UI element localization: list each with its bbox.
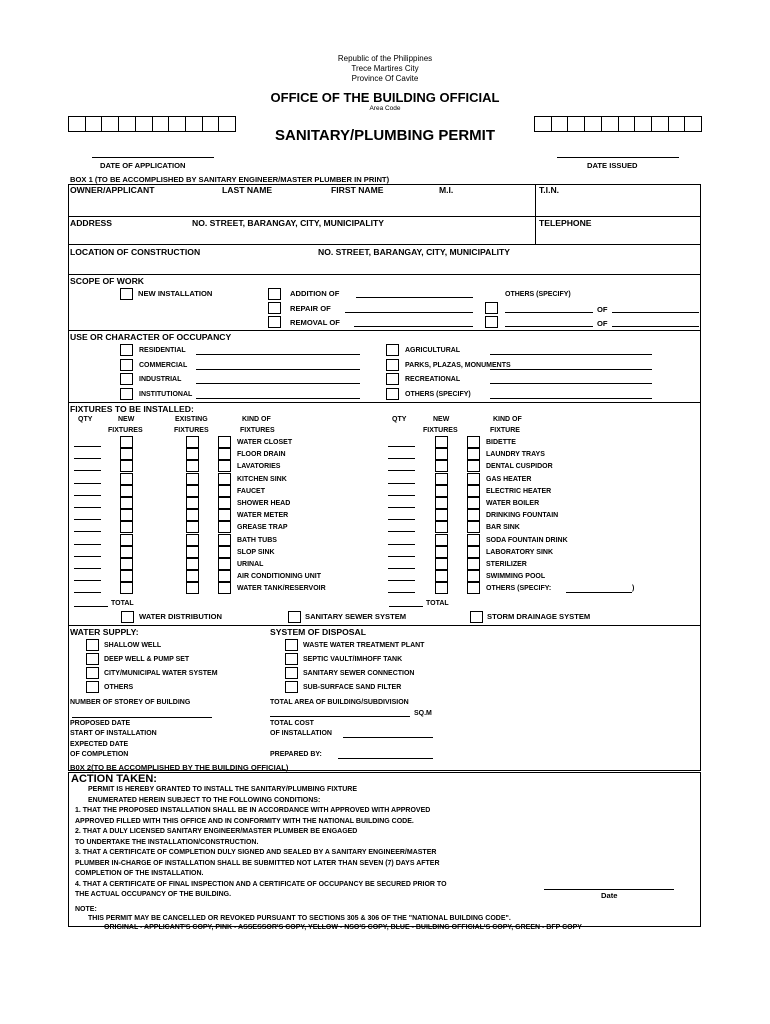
fixture-right-extra-checkbox-12[interactable]: [467, 582, 480, 594]
fixture-left-new-checkbox-0[interactable]: [120, 436, 133, 448]
fixtures-qty-header-left: QTY: [78, 416, 93, 423]
fixture-left-new-checkbox-7[interactable]: [120, 521, 133, 533]
copies-text: ORIGINAL - APPLICANT'S COPY, PINK - ASSESSOR'S COPY, YELLOW - NSO'S COPY, BLUE - BUILDING OFFICIAL'S COPY, GREEN - BFP COPY: [104, 924, 582, 931]
start-installation-label: START OF INSTALLATION: [70, 730, 157, 737]
fixture-left-qty-line-11[interactable]: [74, 580, 101, 581]
fixture-left-extra-checkbox-4[interactable]: [218, 485, 231, 497]
occupancy-right-label-0: AGRICULTURAL: [405, 347, 461, 354]
occupancy-right-checkbox-2[interactable]: [386, 373, 399, 385]
fixture-left-qty-line-10[interactable]: [74, 568, 101, 569]
fixture-left-extra-checkbox-5[interactable]: [218, 497, 231, 509]
fixture-right-new-checkbox-8[interactable]: [435, 534, 448, 546]
fixture-right-label-11: SWIMMING POOL: [486, 573, 546, 581]
location-label: LOCATION OF CONSTRUCTION: [70, 247, 201, 257]
fixture-left-extra-checkbox-3[interactable]: [218, 473, 231, 485]
occupancy-left-line-3[interactable]: [196, 398, 360, 399]
fixture-right-qty-line-7[interactable]: [388, 531, 415, 532]
fixture-right-extra-checkbox-8[interactable]: [467, 534, 480, 546]
fixture-right-qty-line-6[interactable]: [388, 519, 415, 520]
fixture-left-label-10: URINAL: [237, 561, 264, 568]
removal-line[interactable]: [354, 326, 473, 327]
addition-label: ADDITION OF: [290, 289, 340, 298]
fixtures-new-header-right: NEW: [433, 416, 450, 423]
total-left-label: TOTAL: [111, 600, 134, 607]
storm-drainage-label: STORM DRAINAGE SYSTEM: [487, 612, 591, 621]
note-text: THIS PERMIT MAY BE CANCELLED OR REVOKED PURSUANT TO SECTIONS 305 & 306 OF THE "NATIONAL BUILDING CODE".: [88, 915, 511, 922]
fixtures-new-header-left: NEW: [118, 416, 135, 423]
fixture-left-qty-line-7[interactable]: [74, 531, 101, 532]
fixture-left-label-3: KITCHEN SINK: [237, 475, 287, 483]
sanitary-sewer-label: SANITARY SEWER SYSTEM: [305, 612, 407, 621]
occupancy-right-checkbox-1[interactable]: [386, 359, 399, 371]
fixture-left-new-checkbox-1[interactable]: [120, 448, 133, 460]
last-name-label: LAST NAME: [222, 185, 273, 195]
fixture-right-new-checkbox-2[interactable]: [435, 460, 448, 472]
box2-date-label: Date: [601, 891, 618, 900]
disposal-label-1: SEPTIC VAULT/IMHOFF TANK: [303, 656, 403, 663]
occupancy-left-checkbox-2[interactable]: [120, 373, 133, 385]
tin-label: T.I.N.: [539, 185, 560, 195]
fixture-right-new-checkbox-3[interactable]: [435, 473, 448, 485]
fixture-left-new-checkbox-11[interactable]: [120, 570, 133, 582]
of-installation-label: OF INSTALLATION: [270, 730, 332, 737]
fixture-left-existing-checkbox-2[interactable]: [186, 460, 199, 472]
total-right-line[interactable]: [389, 606, 423, 607]
area-code-label: Area Code: [369, 105, 401, 112]
scope-others-line-2[interactable]: [505, 326, 593, 327]
occupancy-right-line-1[interactable]: [490, 369, 652, 370]
total-right-label: TOTAL: [426, 600, 449, 607]
fixture-right-new-checkbox-0[interactable]: [435, 436, 448, 448]
water-supply-label-3: OTHERS: [104, 684, 134, 691]
disposal-label-3: SUB-SURFACE SAND FILTER: [303, 684, 402, 691]
occupancy-left-line-0[interactable]: [196, 354, 360, 355]
repair-line[interactable]: [345, 312, 473, 313]
disposal-checkbox-0[interactable]: [285, 639, 298, 651]
others-specify-label: OTHERS (SPECIFY): [505, 291, 571, 298]
location-hint: NO. STREET, BARANGAY, CITY, MUNICIPALITY: [318, 247, 510, 257]
fixture-left-label-2: LAVATORIES: [237, 463, 281, 471]
fixture-left-extra-checkbox-8[interactable]: [218, 534, 231, 546]
water-supply-label-2: CITY/MUNICIPAL WATER SYSTEM: [104, 670, 218, 677]
fixture-right-label-10: STERILIZER: [486, 561, 527, 568]
fixture-right-qty-line-5[interactable]: [388, 507, 415, 508]
occupancy-right-checkbox-0[interactable]: [386, 344, 399, 356]
box2-date-line[interactable]: [544, 889, 674, 890]
prepared-by-line[interactable]: [338, 758, 433, 759]
office-title: OFFICE OF THE BUILDING OFFICIAL: [270, 90, 500, 105]
fixture-left-extra-checkbox-0[interactable]: [218, 436, 231, 448]
water-supply-label-1: DEEP WELL & PUMP SET: [104, 656, 190, 663]
water-distribution-checkbox[interactable]: [121, 611, 134, 623]
fixture-left-extra-checkbox-10[interactable]: [218, 558, 231, 570]
province-text: Province Of Cavite: [351, 74, 419, 83]
fixture-left-extra-checkbox-2[interactable]: [218, 460, 231, 472]
occupancy-left-checkbox-1[interactable]: [120, 359, 133, 371]
fixture-left-extra-checkbox-1[interactable]: [218, 448, 231, 460]
occupancy-left-label-1: COMMERCIAL: [139, 361, 188, 369]
storey-label: NUMBER OF STOREY OF BUILDING: [70, 699, 191, 706]
disposal-checkbox-2[interactable]: [285, 667, 298, 679]
occupancy-left-checkbox-0[interactable]: [120, 344, 133, 356]
fixture-right-qty-line-3[interactable]: [388, 483, 415, 484]
disposal-checkbox-1[interactable]: [285, 653, 298, 665]
owner-label: OWNER/APPLICANT: [70, 185, 155, 195]
occupancy-right-label-3: OTHERS (SPECIFY): [405, 390, 471, 398]
first-name-label: FIRST NAME: [331, 185, 384, 195]
fixture-right-new-checkbox-12[interactable]: [435, 582, 448, 594]
total-left-line[interactable]: [74, 606, 108, 607]
occupancy-title: USE OR CHARACTER OF OCCUPANCY: [70, 332, 232, 342]
fixture-left-qty-line-2[interactable]: [74, 470, 101, 471]
fixture-right-new-checkbox-5[interactable]: [435, 497, 448, 509]
fixture-right-extra-checkbox-3[interactable]: [467, 473, 480, 485]
fixture-left-new-checkbox-4[interactable]: [120, 485, 133, 497]
addition-checkbox[interactable]: [268, 288, 281, 300]
fixture-right-label-4: ELECTRIC HEATER: [486, 487, 552, 495]
fixtures-kind-header-right: KIND OF: [493, 416, 522, 423]
fixture-left-label-12: WATER TANK/RESERVOIR: [237, 585, 326, 593]
note-label: NOTE:: [75, 906, 97, 913]
fixture-right-label-1: LAUNDRY TRAYS: [486, 451, 545, 459]
fixtures-existing-header: EXISTING: [175, 416, 208, 423]
removal-checkbox[interactable]: [268, 316, 281, 328]
date-application-label: DATE OF APPLICATION: [100, 161, 186, 170]
fixture-left-label-1: FLOOR DRAIN: [237, 451, 286, 459]
fixture-right-qty-line-4[interactable]: [388, 495, 415, 496]
date-application-line[interactable]: [92, 157, 214, 158]
fixture-left-qty-line-1[interactable]: [74, 458, 101, 459]
condition-line-5: TO UNDERTAKE THE INSTALLATION/CONSTRUCTION.: [75, 838, 259, 846]
fixture-left-existing-checkbox-1[interactable]: [186, 448, 199, 460]
mi-label: M.I.: [439, 185, 454, 195]
fixtures-kind-header-left: KIND OF: [242, 416, 271, 423]
fixture-right-extra-checkbox-0[interactable]: [467, 436, 480, 448]
fixture-right-label-9: LABORATORY SINK: [486, 548, 554, 556]
fixture-left-new-checkbox-6[interactable]: [120, 509, 133, 521]
scope-of-line-1[interactable]: [612, 312, 699, 313]
repair-label: REPAIR OF: [290, 304, 331, 313]
condition-line-7: PLUMBER IN-CHARGE OF INSTALLATION SHALL BE SUBMITTED NOT LATER THAN SEVEN (7) DAYS AFTER: [75, 859, 440, 867]
fixture-right-qty-line-0[interactable]: [388, 446, 415, 447]
fixture-right-extra-checkbox-9[interactable]: [467, 546, 480, 558]
condition-line-3: APPROVED FILLED WITH THIS OFFICE AND IN CONFORMITY WITH THE NATIONAL BUILDING CODE.: [75, 817, 414, 825]
fixture-right-new-checkbox-4[interactable]: [435, 485, 448, 497]
repair-checkbox[interactable]: [268, 302, 281, 314]
scope-of-line-2[interactable]: [612, 326, 699, 327]
scope-others-line-1[interactable]: [505, 312, 593, 313]
condition-line-10: THE ACTUAL OCCUPANCY OF THE BUILDING.: [75, 891, 232, 898]
disposal-label-2: SANITARY SEWER CONNECTION: [303, 670, 415, 677]
fixture-left-label-4: FAUCET: [237, 487, 265, 495]
water-supply-checkbox-2[interactable]: [86, 667, 99, 679]
fixture-left-label-11: AIR CONDITIONING UNIT: [237, 573, 321, 581]
fixture-right-new-checkbox-11[interactable]: [435, 570, 448, 582]
condition-line-8: COMPLETION OF THE INSTALLATION.: [75, 870, 204, 877]
fixture-right-new-checkbox-10[interactable]: [435, 558, 448, 570]
fixture-left-existing-checkbox-5[interactable]: [186, 497, 199, 509]
fixture-right-qty-line-1[interactable]: [388, 458, 415, 459]
condition-line-4: 2. THAT A DULY LICENSED SANITARY ENGINEER/MASTER PLUMBER BE ENGAGED: [75, 828, 358, 835]
occupancy-left-label-2: INDUSTRIAL: [139, 376, 182, 383]
fixtures-new-sub-left: FIXTURES: [108, 427, 143, 434]
water-supply-checkbox-1[interactable]: [86, 653, 99, 665]
city-text: Trece Martires City: [351, 64, 419, 73]
fixture-left-label-6: WATER METER: [237, 512, 289, 520]
sqm-label: SQ.M: [414, 710, 432, 717]
fixture-right-label-8: SODA FOUNTAIN DRINK: [486, 536, 568, 544]
new-installation-label: NEW INSTALLATION: [138, 289, 213, 298]
fixture-left-extra-checkbox-7[interactable]: [218, 521, 231, 533]
fixture-left-existing-checkbox-10[interactable]: [186, 558, 199, 570]
fixture-left-existing-checkbox-12[interactable]: [186, 582, 199, 594]
fixture-left-label-8: BATH TUBS: [237, 536, 277, 544]
fixture-left-qty-line-0[interactable]: [74, 446, 101, 447]
fixtures-new-sub-right: FIXTURES: [423, 427, 458, 434]
prepared-by-label: PREPARED BY:: [270, 751, 322, 758]
total-cost-label: TOTAL COST: [270, 720, 314, 727]
occupancy-right-line-2[interactable]: [490, 383, 652, 384]
fixture-left-qty-line-12[interactable]: [74, 592, 101, 593]
water-supply-checkbox-0[interactable]: [86, 639, 99, 651]
fixture-others-specify-line[interactable]: [566, 592, 632, 593]
fixture-right-qty-line-9[interactable]: [388, 556, 415, 557]
fixture-right-label-12: OTHERS (SPECIFY:: [486, 585, 552, 593]
fixture-right-qty-line-8[interactable]: [388, 544, 415, 545]
condition-line-0: PERMIT IS HEREBY GRANTED TO INSTALL THE SANITARY/PLUMBING FIXTURE: [88, 786, 357, 793]
disposal-checkbox-3[interactable]: [285, 681, 298, 693]
addition-line[interactable]: [356, 297, 473, 298]
fixture-right-extra-checkbox-4[interactable]: [467, 485, 480, 497]
fixture-left-new-checkbox-2[interactable]: [120, 460, 133, 472]
fixture-right-extra-checkbox-5[interactable]: [467, 497, 480, 509]
fixture-right-label-6: DRINKING FOUNTAIN: [486, 512, 559, 520]
action-taken-title: ACTION TAKEN:: [71, 773, 157, 785]
storm-drainage-checkbox[interactable]: [470, 611, 483, 623]
address-hint: NO. STREET, BARANGAY, CITY, MUNICIPALITY: [192, 218, 384, 228]
occupancy-left-label-0: RESIDENTIAL: [139, 347, 186, 354]
condition-line-6: 3. THAT A CERTIFICATE OF COMPLETION DULY SIGNED AND SEALED BY A SANITARY ENGINEER/MASTER: [75, 849, 437, 856]
disposal-title: SYSTEM OF DISPOSAL: [270, 627, 366, 637]
fixture-right-qty-line-11[interactable]: [388, 580, 415, 581]
fixture-left-new-checkbox-8[interactable]: [120, 534, 133, 546]
occupancy-left-line-1[interactable]: [196, 369, 360, 370]
occupancy-left-line-2[interactable]: [196, 383, 360, 384]
box1-label: BOX 1 (TO BE ACCOMPLISHED BY SANITARY ENGINEER/MASTER PLUMBER IN PRINT): [70, 175, 390, 184]
fixture-left-qty-line-6[interactable]: [74, 519, 101, 520]
fixture-right-extra-checkbox-7[interactable]: [467, 521, 480, 533]
sanitary-sewer-checkbox[interactable]: [288, 611, 301, 623]
fixture-left-qty-line-9[interactable]: [74, 556, 101, 557]
fixture-left-existing-checkbox-9[interactable]: [186, 546, 199, 558]
water-supply-label-0: SHALLOW WELL: [104, 642, 162, 649]
proposed-date-label: PROPOSED DATE: [70, 720, 131, 727]
occupancy-right-label-1: PARKS, PLAZAS, MONUMENTS: [405, 361, 511, 369]
occupancy-right-label-2: RECREATIONAL: [405, 376, 461, 383]
fixture-right-label-3: GAS HEATER: [486, 475, 532, 483]
fixture-right-extra-checkbox-11[interactable]: [467, 570, 480, 582]
fixture-right-label-0: BIDETTE: [486, 439, 516, 446]
scope-others-checkbox-1[interactable]: [485, 302, 498, 314]
expected-date-label: EXPECTED DATE: [70, 741, 129, 748]
fixture-right-label-2: DENTAL CUSPIDOR: [486, 463, 553, 471]
scope-of-label-1: OF: [597, 305, 608, 314]
water-supply-title: WATER SUPPLY:: [70, 627, 139, 637]
fixture-left-label-7: GREASE TRAP: [237, 524, 288, 532]
fixture-left-new-checkbox-12[interactable]: [120, 582, 133, 594]
fixture-left-existing-checkbox-0[interactable]: [186, 436, 199, 448]
fixture-left-qty-line-4[interactable]: [74, 495, 101, 496]
fixture-left-existing-checkbox-7[interactable]: [186, 521, 199, 533]
fixture-right-new-checkbox-7[interactable]: [435, 521, 448, 533]
fixture-left-new-checkbox-3[interactable]: [120, 473, 133, 485]
fixture-left-extra-checkbox-11[interactable]: [218, 570, 231, 582]
occupancy-right-checkbox-3[interactable]: [386, 388, 399, 400]
fixture-left-qty-line-8[interactable]: [74, 544, 101, 545]
scope-others-checkbox-2[interactable]: [485, 316, 498, 328]
condition-line-9: 4. THAT A CERTIFICATE OF FINAL INSPECTION AND A CERTIFICATE OF OCCUPANCY BE SECURED PRIOR TO: [75, 880, 447, 888]
occupancy-right-line-3[interactable]: [490, 398, 652, 399]
fixture-left-extra-checkbox-9[interactable]: [218, 546, 231, 558]
fixture-right-new-checkbox-9[interactable]: [435, 546, 448, 558]
fixture-left-existing-checkbox-4[interactable]: [186, 485, 199, 497]
fixtures-kind-sub-left: FIXTURES: [240, 427, 275, 434]
republic-text: Republic of the Philippines: [337, 54, 433, 63]
telephone-label: TELEPHONE: [539, 218, 592, 228]
fixtures-qty-header-right: QTY: [392, 416, 407, 423]
fixture-left-existing-checkbox-11[interactable]: [186, 570, 199, 582]
fixture-right-label-7: BAR SINK: [486, 524, 520, 532]
occupancy-left-checkbox-3[interactable]: [120, 388, 133, 400]
fixture-left-existing-checkbox-3[interactable]: [186, 473, 199, 485]
box1-frame: [68, 184, 701, 771]
fixture-right-qty-line-12[interactable]: [388, 592, 415, 593]
fixtures-title: FIXTURES TO BE INSTALLED:: [70, 404, 194, 414]
box2-label: B0X 2(TO BE ACCOMPLISHED BY THE BUILDING OFFICIAL): [70, 763, 289, 772]
fixtures-kind-sub-right: FIXTURE: [490, 427, 520, 434]
fixture-left-existing-checkbox-8[interactable]: [186, 534, 199, 546]
total-cost-line[interactable]: [343, 737, 433, 738]
fixture-left-label-0: WATER CLOSET: [237, 439, 293, 446]
condition-line-2: 1. THAT THE PROPOSED INSTALLATION SHALL BE IN ACCORDANCE WITH APPROVED WITH APPROVED: [75, 807, 431, 814]
fixture-right-label-5: WATER BOILER: [486, 500, 540, 507]
fixture-right-new-checkbox-6[interactable]: [435, 509, 448, 521]
of-completion-label: OF COMPLETION: [70, 751, 129, 758]
date-issued-line[interactable]: [557, 157, 679, 158]
fixture-others-close-paren: ): [632, 585, 635, 592]
total-area-line[interactable]: [270, 716, 410, 717]
scope-title: SCOPE OF WORK: [70, 276, 145, 286]
removal-label: REMOVAL OF: [290, 318, 340, 327]
fixtures-existing-sub: FIXTURES: [174, 427, 209, 434]
address-label: ADDRESS: [70, 218, 113, 228]
fixture-right-extra-checkbox-2[interactable]: [467, 460, 480, 472]
fixture-left-existing-checkbox-6[interactable]: [186, 509, 199, 521]
storey-line[interactable]: [72, 717, 212, 718]
fixture-left-label-9: SLOP SINK: [237, 548, 275, 556]
total-area-label: TOTAL AREA OF BUILDING/SUBDIVISION: [270, 699, 409, 706]
condition-line-1: ENUMERATED HEREIN SUBJECT TO THE FOLLOWING CONDITIONS:: [88, 796, 321, 804]
permit-title: SANITARY/PLUMBING PERMIT: [275, 127, 495, 144]
occupancy-right-line-0[interactable]: [490, 354, 652, 355]
water-supply-checkbox-3[interactable]: [86, 681, 99, 693]
fixture-right-qty-line-10[interactable]: [388, 568, 415, 569]
fixture-left-new-checkbox-5[interactable]: [120, 497, 133, 509]
fixture-right-extra-checkbox-10[interactable]: [467, 558, 480, 570]
scope-of-label-2: OF: [597, 319, 608, 328]
fixture-left-new-checkbox-10[interactable]: [120, 558, 133, 570]
date-issued-label: DATE ISSUED: [587, 161, 638, 170]
water-distribution-label: WATER DISTRIBUTION: [139, 612, 222, 621]
fixture-left-label-5: SHOWER HEAD: [237, 500, 291, 507]
fixture-left-extra-checkbox-6[interactable]: [218, 509, 231, 521]
disposal-label-0: WASTE WATER TREATMENT PLANT: [303, 642, 425, 649]
fixture-right-extra-checkbox-6[interactable]: [467, 509, 480, 521]
fixture-left-qty-line-3[interactable]: [74, 483, 101, 484]
fixture-left-qty-line-5[interactable]: [74, 507, 101, 508]
occupancy-left-label-3: INSTITUTIONAL: [139, 390, 193, 398]
fixture-left-new-checkbox-9[interactable]: [120, 546, 133, 558]
fixture-right-extra-checkbox-1[interactable]: [467, 448, 480, 460]
fixture-left-extra-checkbox-12[interactable]: [218, 582, 231, 594]
new-installation-checkbox[interactable]: [120, 288, 133, 300]
fixture-right-qty-line-2[interactable]: [388, 470, 415, 471]
fixture-right-new-checkbox-1[interactable]: [435, 448, 448, 460]
